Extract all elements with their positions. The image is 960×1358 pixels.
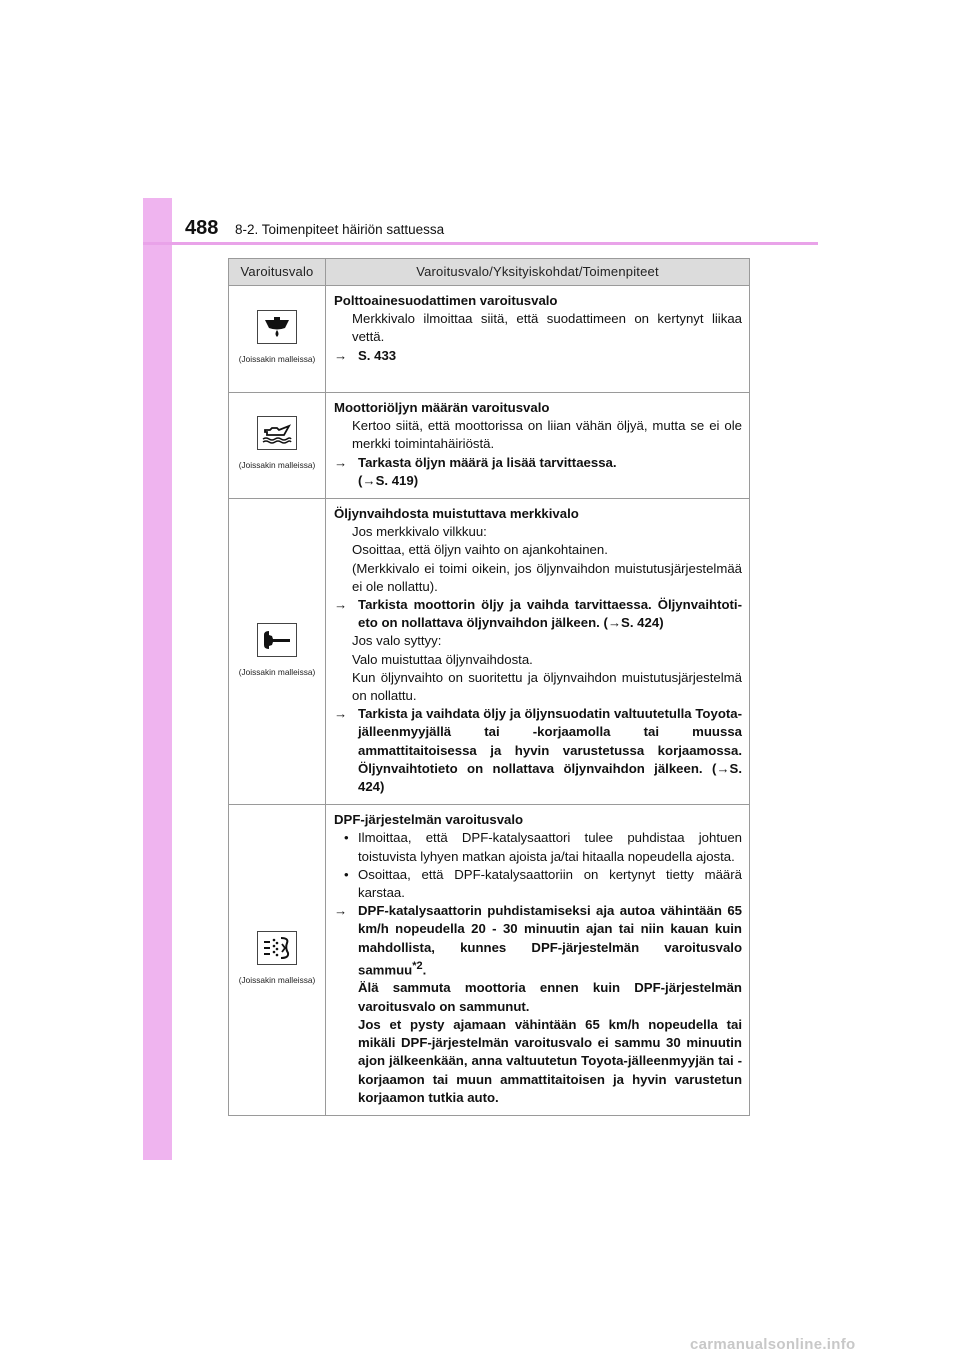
row-title: Polttoainesuodattimen varoitusvalo xyxy=(334,293,558,308)
model-note: (Joissakin malleissa) xyxy=(238,353,316,364)
row-action: → S. 433 xyxy=(334,347,742,365)
row-action: → Tarkista ja vaihdata öljy ja öljynsuodatin valtuutetulla Toyota-jälleenmyyjällä tai -korjaamolla tai muussa ammattitaitoisessa ja hyvin varustetussa korjaamossa. Öljynvaihtotieto on nollattava öljynvaihdon jälkeen. (→S. 424) xyxy=(334,706,742,795)
header-warning-light: Varoitusvalo xyxy=(229,259,326,286)
row-text: Kun öljynvaihto on suoritettu ja öljynvaihdon muistutusjärjestelmä on nollattu. xyxy=(352,669,742,704)
watermark: carmanualsonline.info xyxy=(690,1336,856,1353)
row-title: Öljynvaihdosta muistuttava merkkivalo xyxy=(334,506,579,522)
row-text: (Merkkivalo ei toimi oikein, jos öljynvaihdon muistutusjärjestelmää ei ole nollattu). xyxy=(352,560,742,594)
arrow-icon: → xyxy=(334,597,348,613)
row-title: Moottoriöljyn määrän varoitusvalo xyxy=(334,400,550,415)
icon-cell xyxy=(229,286,326,393)
description-cell xyxy=(326,805,750,1116)
table-header-row xyxy=(229,259,750,286)
table-row xyxy=(229,393,750,499)
row-text: Kertoo siitä, että moottorissa on liian vähän öljyä, mutta se ei ole merkki toimintahäiriöstä. xyxy=(352,418,742,452)
row-action-text: Jos et pysty ajamaan vähintään 65 km/h nopeudella tai mikäli DPF-järjestelmän varoitusvalo ei sammu 30 minuutin ajon jälkeenkään, anna valtuutetun Toyota-jälleenmyyjän tai -korjaamon tai muun ammattitaitoisen ja hyvin varustetun korjaamon tutkia auto. xyxy=(358,1016,742,1105)
row-text: Jos merkkivalo vilkkuu: xyxy=(352,524,487,540)
warning-lights-table xyxy=(228,258,750,1116)
table-row xyxy=(229,805,750,1116)
arrow-icon: → xyxy=(334,706,348,722)
icon-cell xyxy=(229,499,326,805)
row-action: → Tarkista moottorin öljy ja vaihda tarvittaessa. Öljynvaihtotieto on nollattava öljynvaihdon jälkeen. (→S. 424) xyxy=(334,597,742,631)
icon-cell xyxy=(229,393,326,499)
arrow-icon: → xyxy=(334,454,348,470)
description-cell xyxy=(326,499,750,805)
table-row xyxy=(229,499,750,805)
model-note: (Joissakin malleissa) xyxy=(238,666,316,677)
footnote-ref: *2 xyxy=(412,959,423,972)
bullet-item: • Ilmoittaa, että DPF-katalysaattori tulee puhdistaa johtuen toistuvista lyhyen matkan ajoista ja/tai hitaalla nopeudella ajosta. xyxy=(344,830,742,864)
model-note: (Joissakin malleissa) xyxy=(238,974,316,985)
dpf-filter-icon xyxy=(257,931,297,965)
description-cell xyxy=(326,286,750,393)
description-cell xyxy=(326,393,750,499)
row-action-text: Älä sammuta moottoria ennen kuin DPF-järjestelmän varoitusvalo on sammunut. xyxy=(358,980,742,1014)
section-title: 8-2. Toimenpiteet häiriön sattuessa xyxy=(235,222,445,237)
table-row xyxy=(229,286,750,393)
row-text: Jos valo syttyy: xyxy=(352,633,442,649)
arrow-icon: → xyxy=(334,347,348,363)
bullet-item: • Osoittaa, että DPF-katalysaattoriin on kertynyt tietty määrä karstaa. xyxy=(344,866,742,901)
header-details: Varoitusvalo/Yksityiskohdat/Toimenpiteet xyxy=(326,259,750,286)
side-color-band xyxy=(143,198,172,1160)
page-number: 488 xyxy=(185,217,219,239)
row-text: Valo muistuttaa öljynvaihdosta. xyxy=(352,651,533,667)
oil-can-level-icon xyxy=(257,416,297,450)
row-action: → DPF-katalysaattorin puhdistamiseksi aja autoa vähintään 65 km/h nopeudella 20 - 30 minuutin ajan tai niin kauan kuin mahdollista, kunnes DPF-järjestelmän varoitusvalo sammuu$^{*2}$. xyxy=(334,903,742,978)
row-action: → Tarkasta öljyn määrä ja lisää tarvittaessa. xyxy=(334,454,742,472)
row-text: Osoittaa, että öljyn vaihto on ajankohtainen. xyxy=(352,542,608,558)
fuel-filter-water-icon xyxy=(257,310,297,344)
row-title: DPF-järjestelmän varoitusvalo xyxy=(334,812,524,828)
header-rule xyxy=(143,242,818,245)
row-action-ref: (→S. 419) xyxy=(358,472,419,488)
arrow-icon: → xyxy=(334,903,348,919)
row-text: Merkkivalo ilmoittaa siitä, että suodattimeen on kertynyt liikaa vettä. xyxy=(352,311,742,345)
model-note: (Joissakin malleissa) xyxy=(238,460,316,471)
wrench-icon xyxy=(257,623,297,657)
icon-cell xyxy=(229,805,326,1116)
